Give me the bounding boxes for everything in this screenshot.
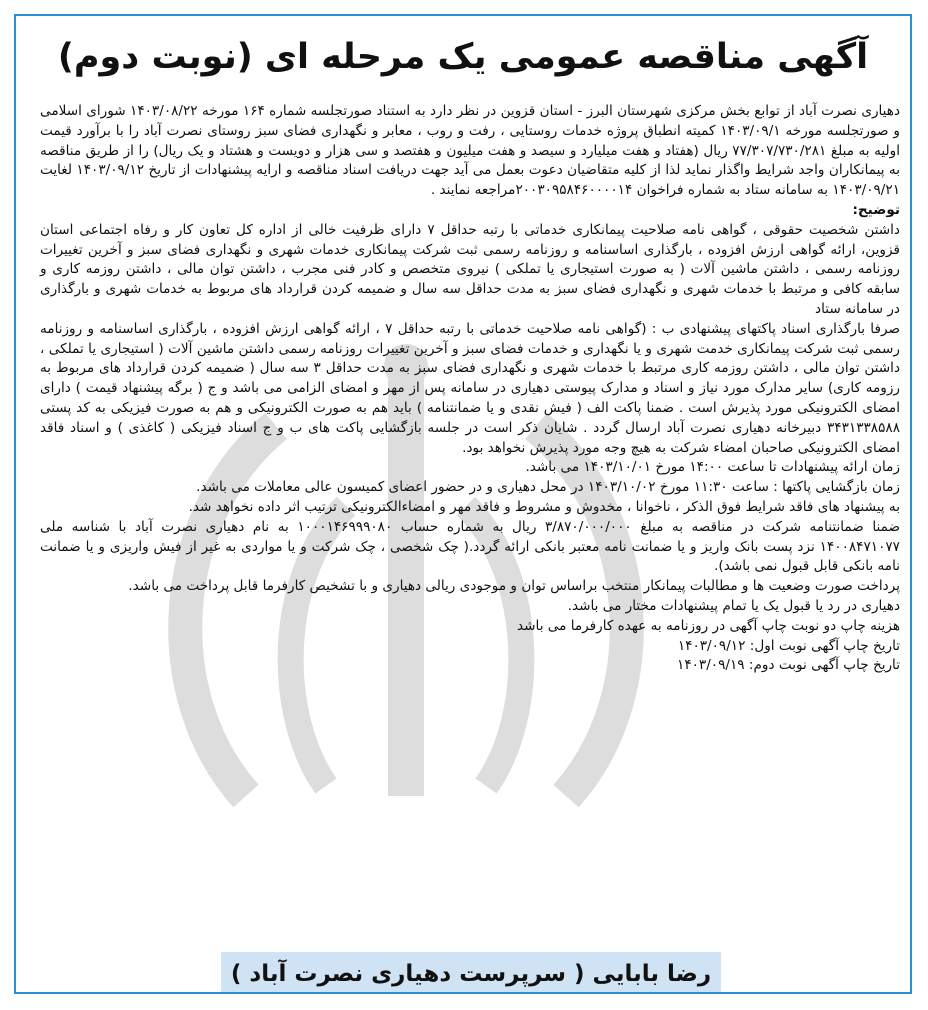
discretion-note: دهیاری در رد یا قبول یک یا تمام پیشنهادات مختار می باشد.: [567, 597, 900, 614]
first-print-date: تاریخ چاپ آگهی نوبت اول: ۱۴۰۳/۰۹/۱۲: [677, 637, 900, 654]
note-envelopes: صرفا بارگذاری اسناد پاکتهای پیشنهادی ب : (گواهی نامه صلاحیت خدماتی با رتبه حداقل ۷ ، ارائه گواهی ارزش افزوده ، بارگذاری اساسنامه و روزنامه رسمی ثبت شرکت پیمانکاری خدمت شهری و یا نگهداری و خدمات فضای سبز و آخرین تغییرات روزنامه رسمی داشتن ماشین آلات ( استیجاری یا تملکی ، داشتن توان مالی ، داشتن روزمه کاری مرتبط با خدمات شهری و نگهداری فضای سبز به مدت حداقل ۳ سه سال ( ضمیمه کردن قرارداد های مربوط به رزومه کاری) سایر مدارک مورد نیاز و اسناد و مدارک پیوستی دهیاری در سامانه پس از مهر و امضای الزامی می باشد و ج ( برگه پیشنهاد قیمت ) دارای امضای الکترونیکی مورد پذیرش است . ضمنا پاکت الف ( فیش نقدی و یا ضمانتنامه ) باید هم به صورت الکترونیکی و هم به صورت فیزیکی به کد پستی ۳۴۳۱۳۳۸۵۸۸ دبیرخانه دهیاری نصرت آباد ارسال گردد . شایان ذکر است در جلسه بازگشایی پاکت های ب و ج اسناد فیزیکی ( کاغذی ) و اسناد فاقد امضای الکترونیکی صاحبان امضاء شرکت به هیچ وجه مورد پذیرش نخواهد بود.: [40, 320, 900, 456]
guarantee-note: ضمنا ضمانتنامه شرکت در مناقصه به مبلغ ۳/۸۷۰/۰۰۰/۰۰۰ ریال به شماره حساب ۱۰۰۰۱۴۶۹۹۹۰۸۰ به نام دهیاری نصرت آباد با شناسه ملی ۱۴۰۰۸۴۷۱۰۷۷ نزد پست بانک واریز و یا ضمانت نامه معتبر بانکی ارائه گردد.( چک شخصی ، چک شرکت و یا مواردی به غیر از فیش واریزی و یا ضمانت نامه بانکی قابل قبول نمی باشد).: [40, 518, 900, 575]
ad-frame: [14, 14, 912, 994]
payment-note: پرداخت صورت وضعیت ها و مطالبات پیمانکار منتخب براساس توان و موجودی ریالی دهیاری و با تشخیص کارفرما قابل پرداخت می باشد.: [128, 578, 900, 595]
ad-body: [40, 102, 900, 676]
note-qualification: داشتن شخصیت حقوقی ، گواهی نامه صلاحیت پیمانکاری خدماتی با رتبه حداقل ۷ دارای ظرفیت خالی از اداره کل تعاون کار و رفاه اجتماعی استان قزوین، ارائه گواهی ارزش افزوده ، بارگذاری اساسنامه و روزنامه رسمی ثبت شرکت پیمانکاری خدمات شهری و نگهداری فضای سبز و آخرین تغییرات روزنامه رسمی ، داشتن ماشین آلات ( به صورت استیجاری یا تملکی ) نیروی متخصص و کادر فنی مجرب ، داشتن توان مالی ، داشتن روزمه کاری و سابقه کافی و مرتبط با خدمات شهری و نگهداری فضای سبز به مدت حداقل سه سال و ضمیمه کردن قرارداد های مربوط به خدمات شهری و بارگذاری در سامانه ستاد: [40, 221, 900, 317]
page-title: آگهی مناقصه عمومی یک مرحله ای (نوبت دوم): [57, 37, 869, 77]
submission-deadline: زمان ارائه پیشنهادات تا ساعت ۱۴:۰۰ مورخ ۱۴۰۳/۱۰/۰۱ می باشد.: [525, 459, 900, 476]
signature-box: رضا بابایی ( سرپرست دهیاری نصرت آباد ): [221, 952, 721, 994]
intro-paragraph: دهیاری نصرت آباد از توابع بخش مرکزی شهرستان البرز - استان قزوین در نظر دارد به استناد صورتجلسه شماره ۱۶۴ مورخه ۱۴۰۳/۰۸/۲۲ شورای اسلامی و صورتجلسه مورخه ۱۴۰۳/۰۹/۱ کمیته انطباق پروژه خدمات روستایی ، رفت و روب ، معابر و نگهداری فضای سبز روستای نصرت آباد را با برآورد قیمت اولیه به مبلغ ۷۷/۳۰۷/۷۳۰/۲۸۱ ریال (هفتاد و هفت میلیارد و سیصد و هفت میلیون و هفتصد و سی هزار و دویست و هشتاد و یک ریال) را از طریق مناقصه به پیمانکاران واجد شرایط واگذار نماید لذا از کلیه متقاضیان دعوت بعمل می آید جهت دریافت اسناد مناقصه و ارایه پیشنهادات از تاریخ ۱۴۰۳/۰۹/۱۲ لغایت ۱۴۰۳/۰۹/۲۱ به سامانه ستاد به شماره فراخوان ۲۰۰۳۰۹۵۸۴۶۰۰۰۰۱۴مراجعه نمایند .: [40, 103, 901, 199]
invalid-bids-note: به پیشنهاد های فاقد شرایط فوق الذکر ، ناخوانا ، مخدوش و مشروط و فاقد مهر و امضاءالکترونیکی ترتیب اثر داده نخواهد شد.: [188, 498, 900, 515]
opening-time: زمان بازگشایی پاکتها : ساعت ۱۱:۳۰ مورخ ۱۴۰۳/۱۰/۰۲ در محل دهیاری و در حضور اعضای کمیسون عالی معاملات می باشد.: [196, 479, 900, 496]
cost-note: هزینه چاپ دو نوبت چاپ آگهی در روزنامه به عهده کارفرما می باشد: [517, 617, 900, 634]
notes-heading: توضیح:: [852, 201, 900, 218]
second-print-date: تاریخ چاپ آگهی نوبت دوم: ۱۴۰۳/۰۹/۱۹: [677, 657, 900, 674]
